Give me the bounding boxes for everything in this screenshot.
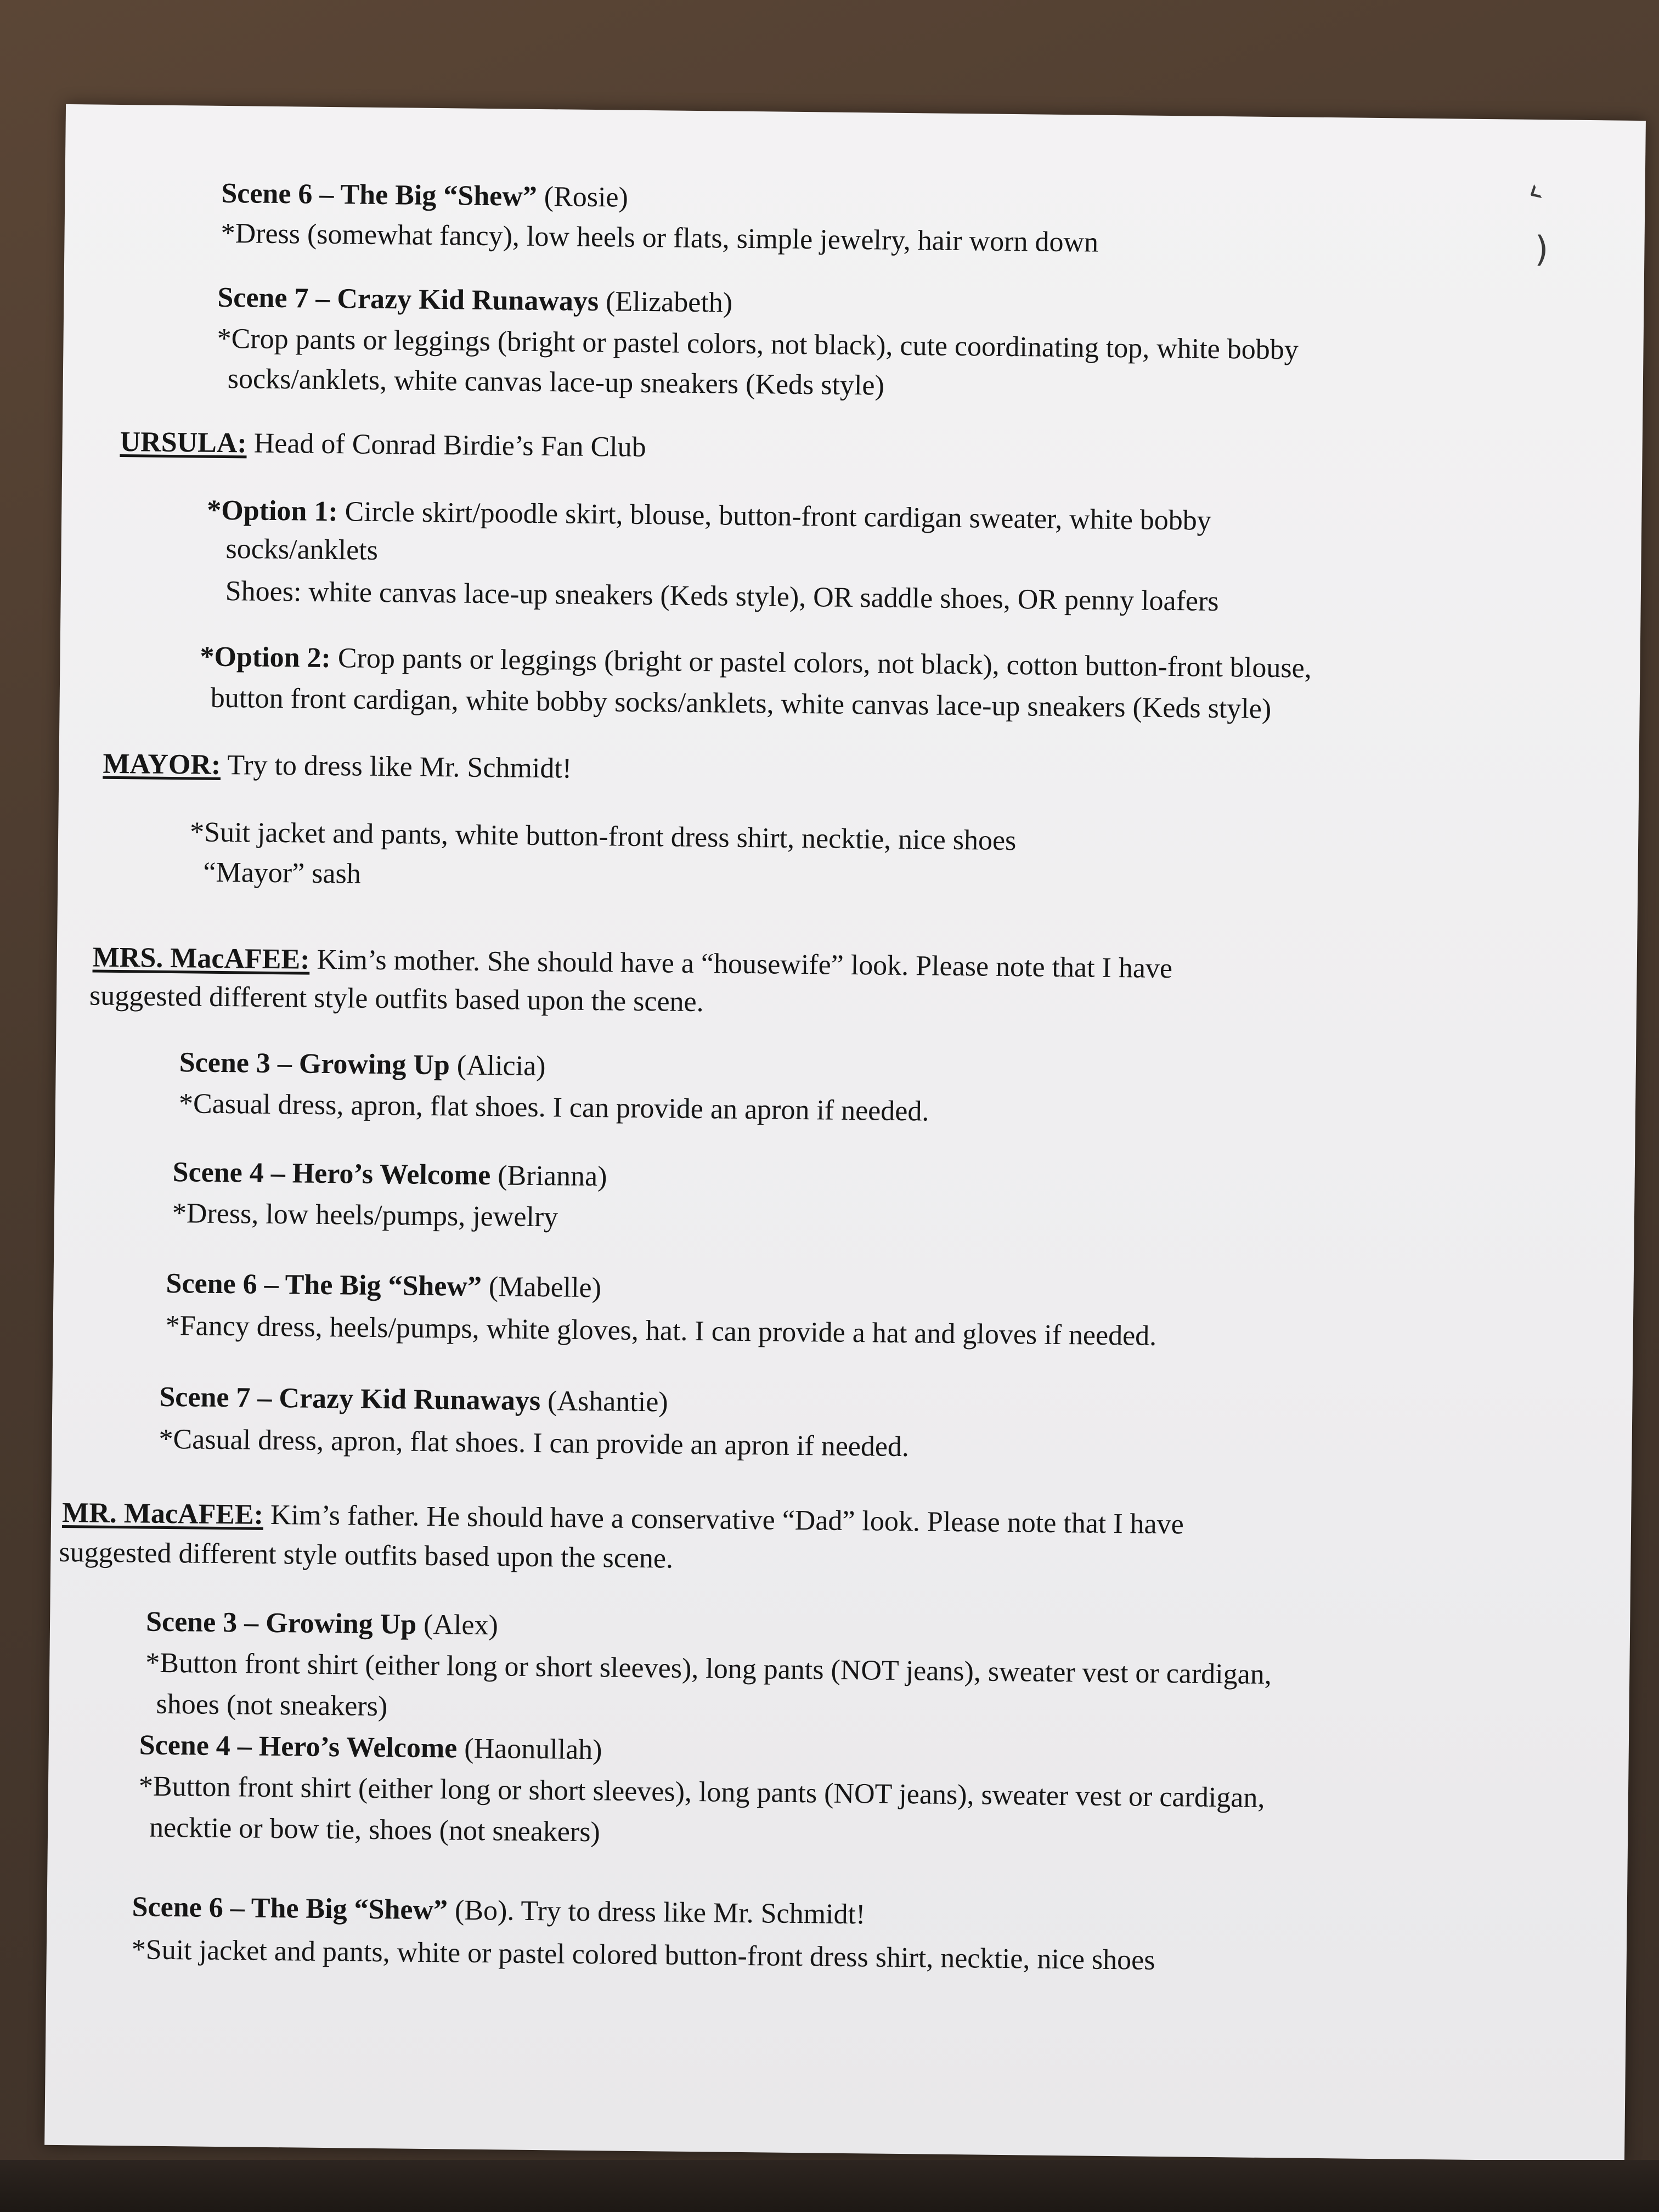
costume-line: *Suit jacket and pants, white button-front dress shirt, necktie, nice shoes — [189, 816, 1017, 857]
option-line: *Option 1: Circle skirt/poodle skirt, blouse, button-front cardigan sweater, white bobby — [207, 494, 1212, 537]
costume-line: *Crop pants or leggings (bright or pastel colors, not black), cute coordinating top, white bobby — [217, 323, 1299, 366]
scene-heading: Scene 4 – Hero’s Welcome (Brianna) — [172, 1156, 607, 1193]
character-heading: URSULA: Head of Conrad Birdie’s Fan Club — [120, 426, 646, 464]
scene-heading: Scene 7 – Crazy Kid Runaways (Elizabeth) — [217, 281, 733, 319]
table-surface — [0, 2160, 1659, 2212]
costume-line: *Dress (somewhat fancy), low heels or flats, simple jewelry, hair worn down — [221, 217, 1099, 258]
scene-heading: Scene 7 – Crazy Kid Runaways (Ashantie) — [159, 1381, 668, 1418]
character-heading: MAYOR: Try to dress like Mr. Schmidt! — [103, 748, 572, 785]
option-line: *Option 2: Crop pants or leggings (bright or pastel colors, not black), cotton button-front blouse, — [200, 641, 1312, 684]
scene-heading: Scene 6 – The Big “Shew” (Bo). Try to dress like Mr. Schmidt! — [132, 1891, 866, 1931]
costume-line: Shoes: white canvas lace-up sneakers (Keds style), OR saddle shoes, OR penny loafers — [225, 575, 1219, 617]
character-heading: MR. MacAFEE: Kim’s father. He should have a conservative “Dad” look. Please note that I have — [61, 1497, 1184, 1541]
character-heading: MRS. MacAFEE: Kim’s mother. She should have a “housewife” look. Please note that I have — [92, 941, 1173, 985]
costume-line: *Button front shirt (either long or short sleeves), long pants (NOT jeans), sweater vest or cardigan, — [145, 1647, 1272, 1691]
costume-line: *Button front shirt (either long or short sleeves), long pants (NOT jeans), sweater vest or cardigan, — [138, 1770, 1265, 1814]
character-desc: suggested different style outfits based upon the scene. — [59, 1536, 674, 1575]
costume-line: shoes (not sneakers) — [156, 1688, 388, 1723]
costume-line: necktie or bow tie, shoes (not sneakers) — [149, 1812, 601, 1848]
scene-heading: Scene 3 – Growing Up (Alex) — [145, 1606, 499, 1641]
costume-line: socks/anklets — [225, 533, 379, 566]
scene-heading: Scene 3 – Growing Up (Alicia) — [179, 1047, 546, 1082]
costume-line: *Dress, low heels/pumps, jewelry — [172, 1198, 558, 1233]
costume-line: button front cardigan, white bobby socks/anklets, white canvas lace-up sneakers (Keds style) — [210, 682, 1272, 725]
costume-line: socks/anklets, white canvas lace-up sneakers (Keds style) — [227, 363, 885, 402]
pen-mark-icon: ) — [1534, 229, 1549, 270]
document-page — [44, 104, 1646, 2162]
pen-mark-icon: ‹ — [1518, 171, 1550, 213]
scene-heading: Scene 6 – The Big “Shew” (Rosie) — [221, 177, 629, 213]
costume-line: *Fancy dress, heels/pumps, white gloves, hat. I can provide a hat and gloves if needed. — [165, 1310, 1157, 1352]
scene-heading: Scene 4 – Hero’s Welcome (Haonullah) — [139, 1729, 602, 1766]
character-desc: suggested different style outfits based upon the scene. — [89, 980, 704, 1018]
scene-heading: Scene 6 – The Big “Shew” (Mabelle) — [166, 1267, 602, 1304]
costume-line: *Casual dress, apron, flat shoes. I can provide an apron if needed. — [159, 1423, 910, 1463]
costume-line: *Casual dress, apron, flat shoes. I can provide an apron if needed. — [178, 1088, 929, 1127]
costume-line: “Mayor” sash — [203, 856, 362, 890]
costume-line: *Suit jacket and pants, white or pastel colored button-front dress shirt, necktie, nice shoes — [131, 1934, 1155, 1976]
